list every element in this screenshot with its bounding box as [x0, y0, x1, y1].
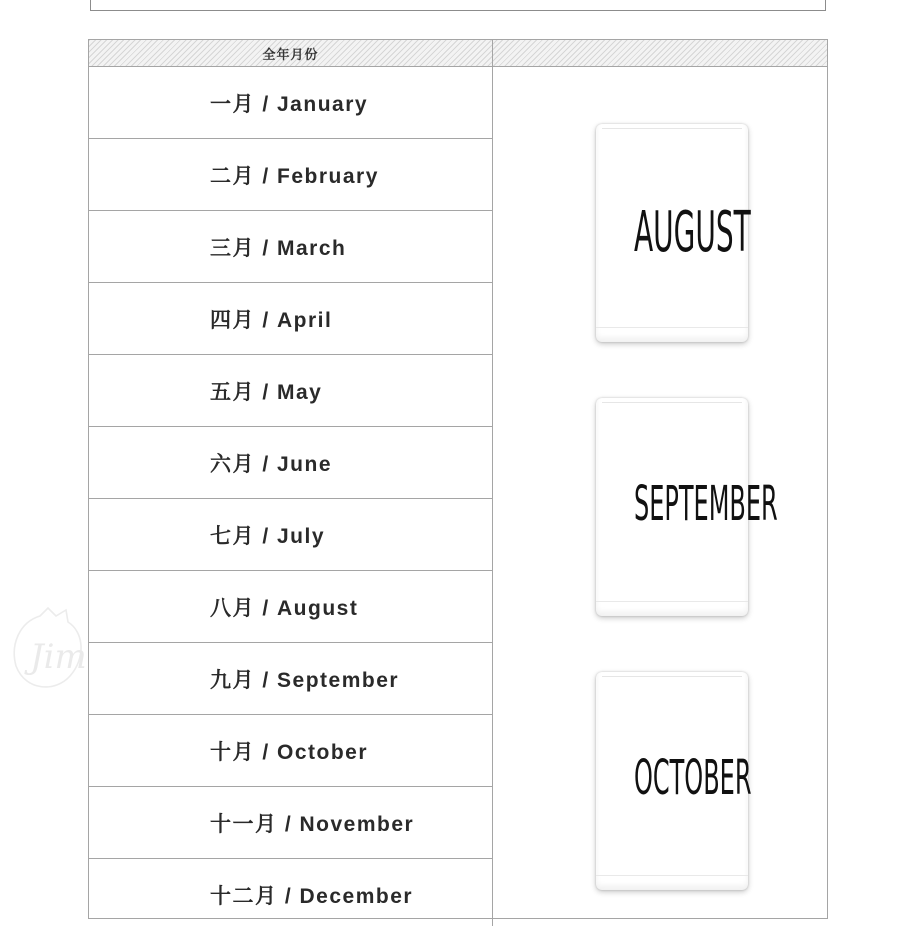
month-row-february	[89, 139, 492, 211]
towel-text: OCTOBER	[634, 750, 752, 806]
month-label: 十一月 / November	[210, 813, 415, 836]
month-row-april	[89, 283, 492, 355]
month-row-march	[89, 211, 492, 283]
month-row-may	[89, 355, 492, 427]
month-row-january	[89, 67, 492, 139]
month-label: 三月 / March	[210, 237, 347, 260]
month-label: 八月 / August	[210, 597, 359, 620]
table-header-row	[89, 40, 827, 67]
month-row-november	[89, 787, 492, 859]
month-row-december	[89, 859, 492, 931]
towel-text: SEPTEMBER	[634, 476, 778, 532]
month-label: 十月 / October	[210, 741, 369, 764]
table-header-empty-cell	[493, 40, 827, 66]
towel-text: AUGUST	[634, 200, 751, 265]
month-label: 四月 / April	[210, 309, 333, 332]
month-label: 七月 / July	[210, 525, 326, 548]
svg-text:Jim: Jim	[30, 637, 87, 677]
month-label: 九月 / September	[210, 669, 400, 692]
month-row-july	[89, 499, 492, 571]
month-label: 十二月 / December	[210, 885, 414, 908]
month-row-september	[89, 643, 492, 715]
towel-image-august	[596, 124, 751, 342]
month-label: 二月 / February	[210, 165, 379, 188]
table-header-title: 全年月份	[89, 40, 493, 66]
cat-watermark-logo	[4, 606, 114, 698]
month-label: 一月 / January	[210, 93, 369, 116]
month-label: 六月 / June	[210, 453, 333, 476]
towel-image-september	[596, 398, 778, 616]
month-label: 五月 / May	[210, 381, 323, 404]
towel-image-october	[596, 672, 752, 890]
month-row-october	[89, 715, 492, 787]
column-divider	[492, 66, 493, 926]
month-row-august	[89, 571, 492, 643]
month-row-june	[89, 427, 492, 499]
month-table	[88, 39, 828, 919]
top-frame-box	[90, 0, 826, 11]
